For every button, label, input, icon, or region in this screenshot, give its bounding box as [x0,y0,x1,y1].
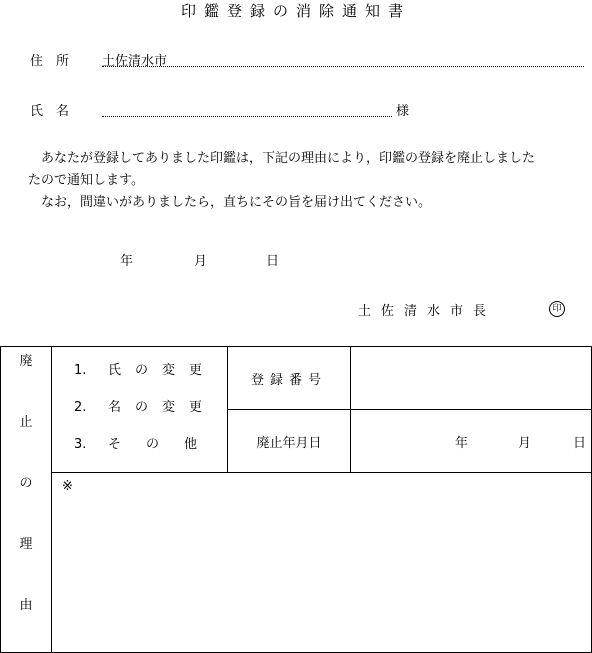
notice-paragraph-2: なお，間違いがありましたら，直ちにその旨を届け出てください。 [41,195,432,210]
option-name-change-given[interactable] [74,398,227,435]
option-text: そ の 他 [108,437,204,452]
date-day: 日 [266,254,280,269]
address-label: 住 所 [30,54,70,69]
date-month: 月 [194,254,208,269]
abolition-form [0,346,592,653]
reason-side-label [1,347,52,653]
name-label: 氏 名 [30,104,70,119]
abolish-date-month: 月 [518,435,532,451]
reason-char-4: 理 [19,537,33,552]
reason-char-2: 止 [19,415,33,430]
reason-note-field[interactable] [52,473,592,653]
option-number: 1. [74,363,87,378]
issuer-seal [549,300,565,317]
note-mark: ※ [62,479,73,494]
reason-char-1: 廃 [19,354,33,369]
reason-char-5: 由 [19,598,33,613]
abolish-date-label: 廃止年月日 [228,410,351,473]
reason-char-3: の [19,476,33,491]
address-value: 土佐清水市 [102,54,168,69]
option-text: 氏の変更 [108,363,217,378]
name-field[interactable] [102,100,392,117]
option-number: 3. [74,437,87,452]
date-year: 年 [120,254,134,269]
option-text: 名の変更 [108,400,217,415]
notice-paragraph-1: あなたが登録してありました印鑑は，下記の理由により，印鑑の登録を廃止しました [41,151,536,166]
notice-body [28,148,590,214]
option-number: 2. [74,400,87,415]
name-suffix: 様 [396,104,410,119]
reason-options [52,347,228,473]
seal-icon: 印 [549,301,565,317]
registration-number-field[interactable] [351,347,592,410]
address-field[interactable] [102,50,584,67]
registration-number-label: 登録番号 [228,347,351,410]
abolish-date-day: 日 [573,435,587,451]
notice-paragraph-1b: たので通知します。 [28,173,144,188]
issuer-title: 土佐清水市長 [358,304,497,319]
document-title: 印鑑登録の消除通知書 [180,2,411,20]
option-other[interactable] [74,435,227,472]
abolish-date-year: 年 [455,435,469,451]
option-name-change-family[interactable] [74,361,227,398]
abolish-date-field[interactable] [351,410,592,473]
